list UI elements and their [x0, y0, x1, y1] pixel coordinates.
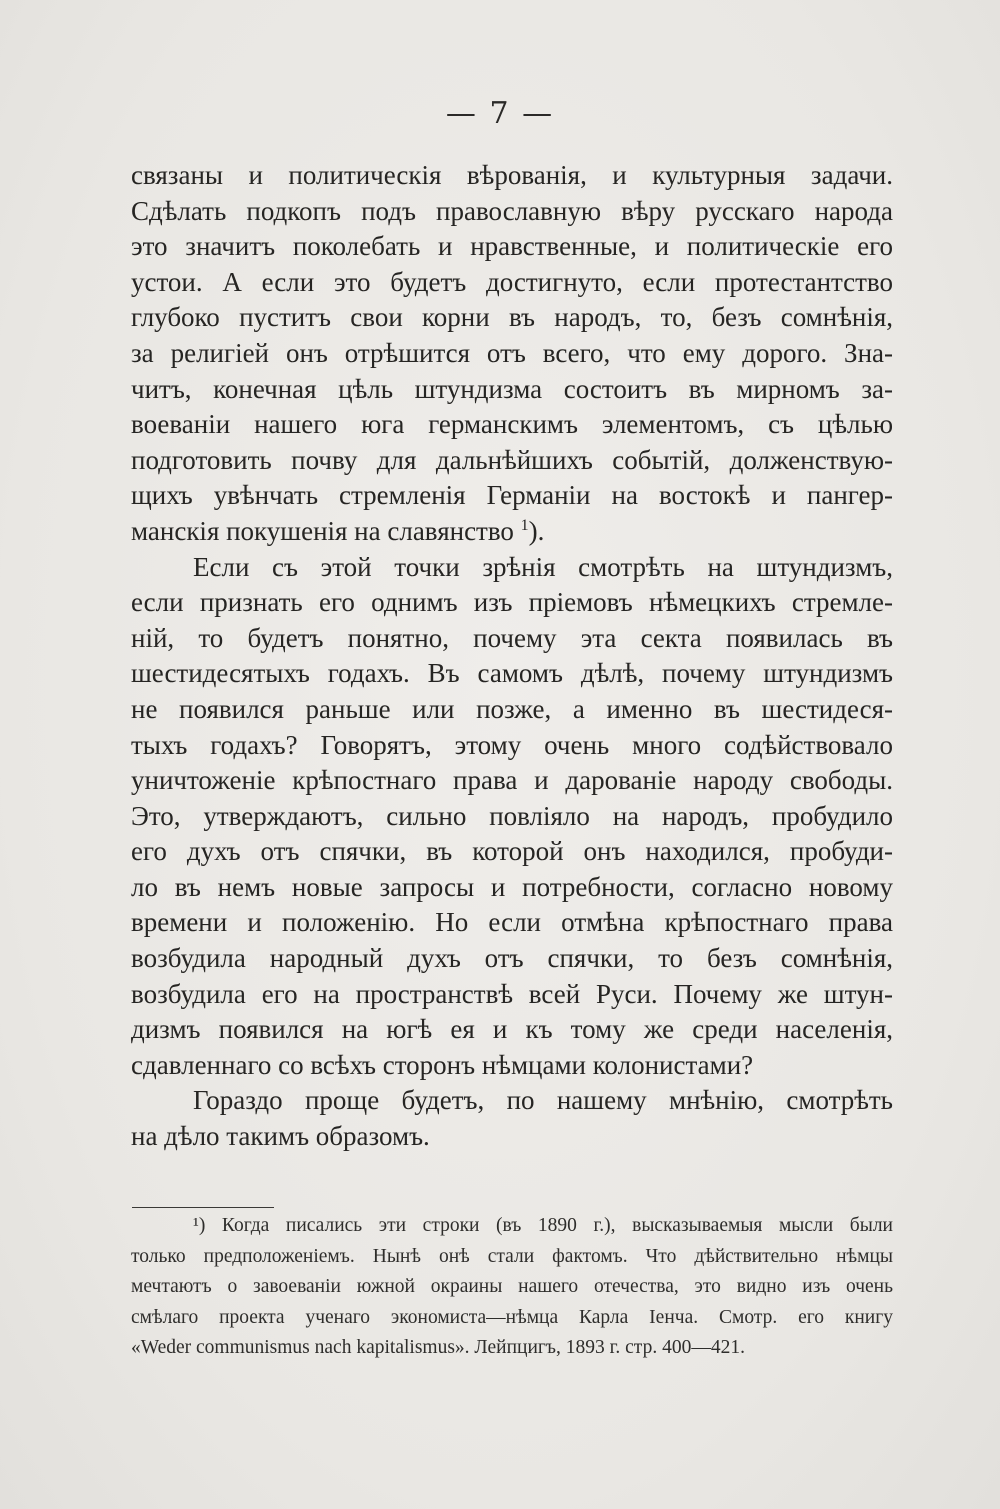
text-line: Это, утверждаютъ, сильно повліяло на народъ, пробудило — [131, 800, 893, 831]
main-text — [131, 158, 893, 1155]
text-line: возбудила его на пространствѣ всей Руси. Почему же штун- — [131, 978, 893, 1009]
text-line: уничтоженіе крѣпостнаго права и дарованіе народу свободы. — [131, 765, 893, 796]
text-line: дизмъ появился на югѣ ея и къ тому же среди населенія, — [131, 1014, 893, 1045]
text-line: воеваніи нашего юга германскимъ элементомъ, съ цѣлью — [131, 409, 893, 440]
footnote-reference: 1 — [520, 516, 529, 534]
text-line: щихъ увѣнчать стремленія Германіи на востокѣ и пангер- — [131, 480, 893, 511]
footnote-line — [131, 1211, 893, 1242]
footnote-line: «Weder communismus nach kapitalismus». Лейпцигъ, 1893 г. стр. 400—421. — [131, 1337, 745, 1358]
footnote-marker: ¹) — [193, 1215, 206, 1236]
text-fragment: манскія покушенія на славянство — [131, 515, 514, 546]
text-line: это значитъ поколебать и нравственные, и политическіе его — [131, 231, 893, 262]
text-line: ло въ немъ новые запросы и потребности, согласно новому — [131, 871, 893, 902]
text-line: Гораздо проще будетъ, по нашему мнѣнію, смотрѣть — [193, 1085, 893, 1116]
text-fragment: Когда писались эти строки (въ 1890 г.), высказываемыя мысли были — [221, 1215, 893, 1236]
text-line: ній, то будетъ понятно, почему эта секта появилась въ — [131, 622, 893, 653]
text-line: не появился раньше или позже, а именно въ шестидеся- — [131, 693, 893, 724]
text-line: если признать его однимъ изъ пріемовъ нѣмецкихъ стремле- — [131, 587, 893, 618]
text-line: глубоко пуститъ свои корни въ народъ, то, безъ сомнѣнія, — [131, 302, 893, 333]
text-line: Если съ этой точки зрѣнія смотрѣть на штундизмъ, — [193, 551, 893, 582]
text-line: сдавленнаго со всѣхъ сторонъ нѣмцами колонистами? — [131, 1049, 754, 1080]
text-line: шестидесятыхъ годахъ. Въ самомъ дѣлѣ, почему штундизмъ — [131, 658, 893, 689]
text-line: Сдѣлать подкопъ подъ православную вѣру русскаго народа — [131, 195, 893, 226]
footnote — [131, 1211, 893, 1364]
footnote-divider — [132, 1207, 274, 1208]
text-line: подготовить почву для дальнѣйшихъ событій, долженствую- — [131, 444, 893, 475]
footnote-line: только предположеніемъ. Нынѣ онѣ стали фактомъ. Что дѣйствительно нѣмцы — [131, 1245, 893, 1267]
text-line: связаны и политическія вѣрованія, и культурныя задачи. — [131, 160, 893, 190]
text-line: на дѣло такимъ образомъ. — [131, 1121, 430, 1152]
text-line: за религіей онъ отрѣшится отъ всего, что ему дорого. Зна- — [131, 337, 893, 368]
text-line: читъ, конечная цѣль штундизма состоитъ въ мирномъ за- — [131, 373, 893, 404]
footnote-line: смѣлаго проекта ученаго экономиста—нѣмца Карла Іенча. Смотр. его книгу — [131, 1306, 893, 1328]
text-fragment: ). — [528, 515, 545, 546]
footnote-line: мечтаютъ о завоеваніи южной окраины нашего отечества, это видно изъ очень — [131, 1276, 893, 1297]
text-line: возбудила народный духъ отъ спячки, то безъ сомнѣнія, — [131, 943, 893, 974]
text-line: устои. А если это будетъ достигнуто, если протестантство — [131, 266, 893, 297]
text-line — [131, 514, 893, 550]
text-line: времени и положенію. Но если отмѣна крѣпостнаго права — [131, 907, 893, 938]
text-line: его духъ отъ спячки, въ которой онъ находился, пробуди- — [131, 836, 893, 867]
text-line: тыхъ годахъ? Говорятъ, этому очень много содѣйствовало — [131, 729, 893, 760]
page-number: — 7 — — [445, 96, 555, 131]
